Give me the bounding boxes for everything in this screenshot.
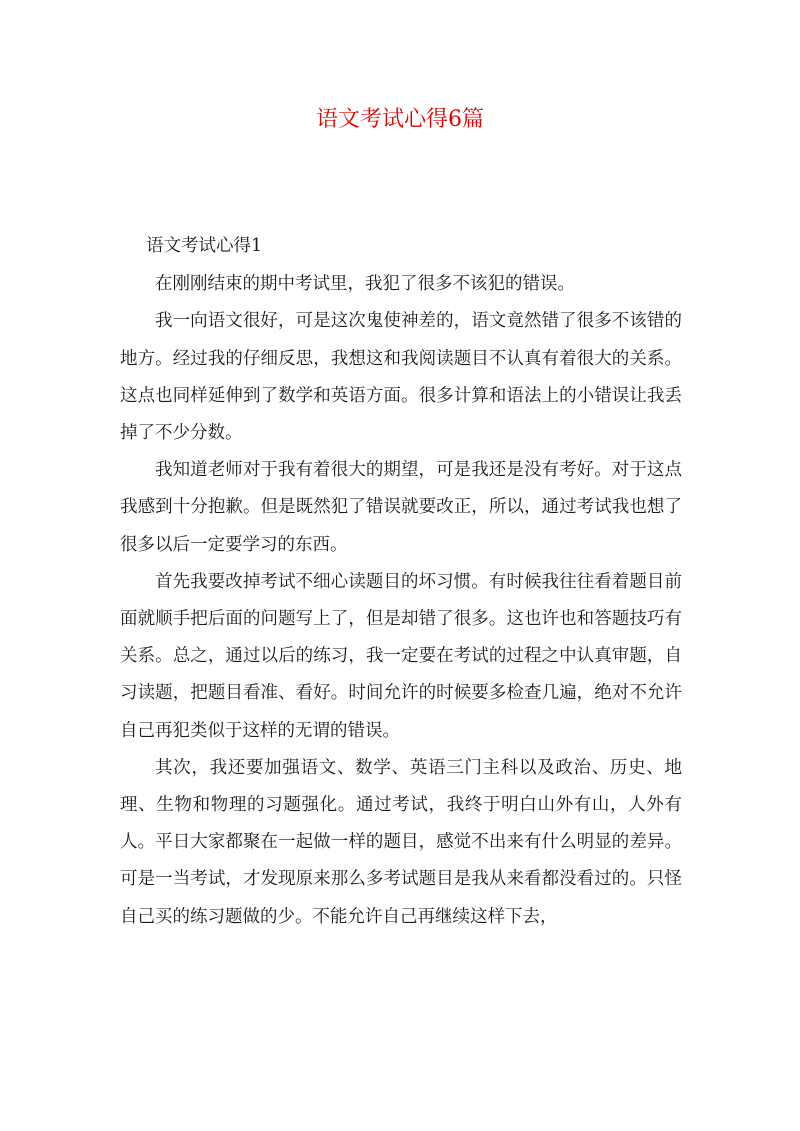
document-body <box>120 228 682 936</box>
paragraph: 我一向语文很好，可是这次鬼使神差的，语文竟然错了很多不该错的地方。经过我的仔细反思，我想这和我阅读题目不认真有着很大的关系。这点也同样延伸到了数学和英语方面。很多计算和语法上的小错误让我丢掉了不少分数。 <box>120 311 682 444</box>
document-title: 语文考试心得6篇 <box>316 107 484 132</box>
paragraph: 首先我要改掉考试不细心读题目的坏习惯。有时候我往往看着题目前面就顺手把后面的问题写上了，但是却错了很多。这也许也和答题技巧有关系。总之，通过以后的练习，我一定要在考试的过程之中认真审题，自习读题，把题目看准、看好。时间允许的时候要多检查几遍，绝对不允许自己再犯类似于这样的无谓的错误。 <box>120 571 682 741</box>
paragraph: 在刚刚结束的期中考试里，我犯了很多不该犯的错误。 <box>155 274 575 295</box>
paragraph: 我知道老师对于我有着很大的期望，可是我还是没有考好。对于这点我感到十分抱歉。但是既然犯了错误就要改正，所以，通过考试我也想了很多以后一定要学习的东西。 <box>120 460 682 555</box>
paragraph: 其次，我还要加强语文、数学、英语三门主科以及政治、历史、地理、生物和物理的习题强化。通过考试，我终于明白山外有山，人外有人。平日大家都聚在一起做一样的题目，感觉不出来有什么明显的差异。可是一当考试，才发现原来那么多考试题目是我从来看都没看过的。只怪自己买的练习题做的少。不能允许自己再继续这样下去， <box>120 757 682 927</box>
section-heading: 语文考试心得1 <box>146 236 263 256</box>
